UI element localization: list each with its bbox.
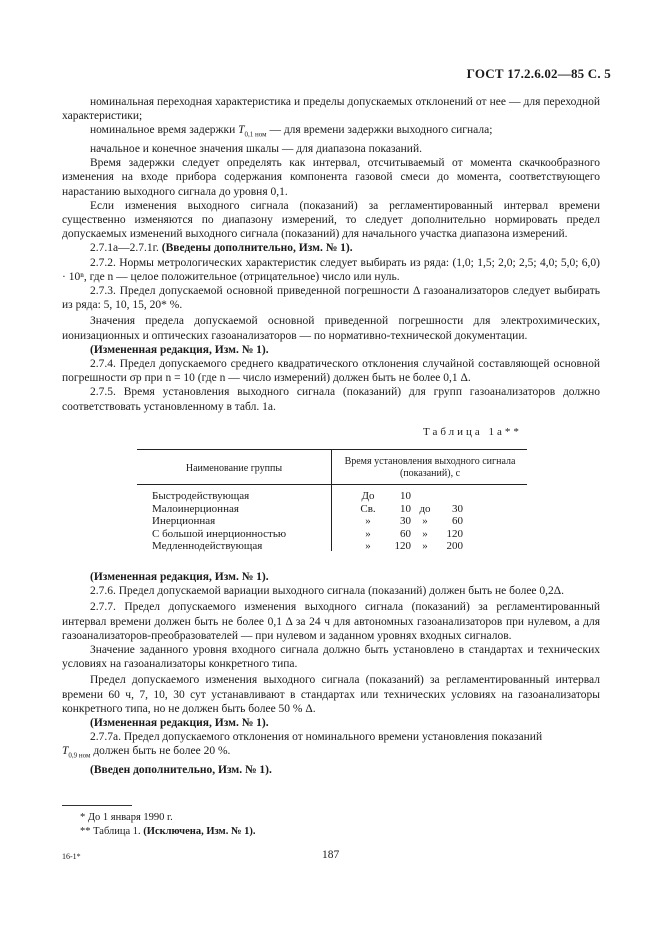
symbol-t: T	[238, 124, 245, 137]
symbol-sub: 0,9 ном	[68, 751, 91, 760]
table-row-value	[349, 528, 463, 541]
paragraph: 2.7.7. Предел допускаемого изменения выходного сигнала (показаний) за регламентированный интервал времени должен быть не более 0,1 Δ за 24 ч для автономных газоанализаторов при нулевом, а для газоанализаторов-преобразователей — при нулевом и заданном уровнях входных сигналов.	[62, 601, 600, 642]
table-row-value	[349, 540, 463, 553]
paragraph-settle	[62, 744, 600, 763]
footnote-bold: (Исключена, Изм. № 1).	[143, 826, 256, 837]
value-sep: »	[422, 540, 428, 553]
value-prefix: Св.	[360, 502, 376, 515]
value-from: 10	[400, 502, 411, 515]
table-row-value	[349, 490, 463, 503]
paragraph: 2.7.2. Нормы метрологических характеристик следует выбирать из ряда: (1,0; 1,5; 2,0; 2,5; 4,0; 5,0; 6,0) · 10ⁿ, где n — целое положительное (отрицательное) число или нуль.	[62, 256, 600, 283]
amend-note: (Измененная редакция, Изм. № 1).	[90, 717, 269, 730]
paragraph-delay	[62, 123, 600, 142]
paragraph: Значения предела допускаемой основной приведенной погрешности для электрохимических, ионизационных и оптических газоанализаторов — по нормативно-технической документации.	[62, 315, 600, 342]
value-prefix: »	[365, 540, 371, 553]
table-row-value	[349, 503, 463, 516]
value-to: 200	[446, 540, 463, 553]
value-prefix: »	[365, 515, 371, 528]
col1-header: Наименование группы	[185, 463, 283, 474]
table-cell-name: Малоинерционная	[152, 502, 239, 515]
paragraph: 2.7.6. Предел допускаемой вариации выходного сигнала (показаний) должен быть не более 0,2Δ.	[90, 585, 565, 598]
paragraph-amend	[62, 241, 600, 255]
paragraph: 2.7.4. Предел допускаемого среднего квадратического отклонения случайной составляющей основной погрешности σр при n = 10 (где n — число измерений) должен быть не более 0,1 Δ.	[62, 357, 600, 385]
paragraph: Значение заданного уровня входного сигнала должно быть установлено в стандартах и технических условиях на газоанализаторы конкретного типа.	[62, 644, 600, 671]
group-values	[349, 490, 463, 553]
paragraph: Время задержки следует определять как интервал, отсчитываемый от момента скачкообразного изменения на входе прибора содержания компонента газовой смеси до момента, соответствующего нарастанию выходного сигнала до уровня 0,1.	[62, 157, 600, 198]
footnote-text: ** Таблица 1.	[80, 826, 141, 837]
footnote	[80, 825, 256, 839]
value-prefix: »	[365, 527, 371, 540]
table-row-value	[349, 515, 463, 528]
paragraph: начальное и конечное значения шкалы — для диапазона показаний.	[90, 142, 422, 155]
main-text	[62, 95, 600, 414]
value-from: 30	[400, 515, 411, 528]
value-to: 120	[446, 527, 463, 540]
clause-ref: 2.7.1а—2.7.1г.	[90, 242, 159, 255]
table-caption: Таблица 1а**	[423, 426, 522, 438]
col2-header: Время установления выходного сигнала (показаний), с	[344, 456, 516, 479]
symbol-t: T	[62, 745, 69, 758]
amend-note: (Измененная редакция, Изм. № 1).	[90, 343, 269, 356]
value-from: 10	[400, 490, 411, 502]
print-mark: 16-1*	[62, 852, 81, 861]
amend-note: (Введен дополнительно, Изм. № 1).	[90, 763, 272, 776]
paragraph: номинальная переходная характеристика и пределы допускаемых отклонений от нее — для переходной характеристики;	[62, 96, 600, 123]
paragraph: Предел допускаемого изменения выходного сигнала (показаний) за регламентированный интервал времени 60 ч, 7, 10, 30 сут устанавливают в стандартах или технических условиях на газоанализаторы конкретного типа, но не должен быть более 50 % Δ.	[62, 674, 600, 715]
value-from: 60	[400, 527, 411, 540]
table-cell-name: С большой инерционностью	[152, 527, 287, 540]
page-number: 187	[322, 849, 340, 861]
paragraph: 2.7.7а. Предел допускаемого отклонения от номинального времени установления показаний	[90, 731, 543, 744]
footnote: * До 1 января 1990 г.	[80, 812, 173, 823]
value-from: 120	[394, 540, 411, 553]
paragraph: 2.7.3. Предел допускаемой основной приведенной погрешности Δ газоанализаторов следует выбирать из ряда: 5, 10, 15, 20* %.	[62, 284, 600, 312]
paragraph: Если изменения выходного сигнала (показаний) за регламентированный интервал времени существенно изменяются по диапазону измерений, то следует дополнительно нормировать предел допускаемых изменений выходного сигнала (показаний) для начального участка диапазона измерений.	[62, 199, 600, 241]
value-prefix: До	[361, 490, 375, 502]
document-header: ГОСТ 17.2.6.02—85 С. 5	[466, 66, 611, 81]
amend-note: (Введены дополнительно, Изм. № 1).	[161, 242, 353, 255]
value-to: 30	[452, 502, 463, 515]
table-cell-name: Медленнодействующая	[152, 540, 263, 553]
column-divider	[331, 450, 332, 551]
footnote-divider	[62, 805, 132, 806]
footnotes	[80, 811, 256, 839]
group-names	[152, 490, 286, 553]
paragraph: 2.7.5. Время установления выходного сигнала (показаний) для групп газоанализаторов должно соответствовать установленному в табл. 1а.	[62, 386, 600, 413]
paragraph-delay-rest: — для времени задержки выходного сигнала;	[266, 124, 493, 137]
value-sep: »	[422, 515, 428, 528]
table-cell-name: Инерционная	[152, 515, 216, 528]
value-sep: »	[422, 527, 428, 540]
symbol-sub: 0,1 ном	[244, 130, 267, 139]
value-sep: до	[419, 502, 431, 515]
settling-time-table	[137, 449, 527, 551]
table-cell-name: Быстродействующая	[152, 490, 250, 502]
paragraph-delay-lead: номинальное время задержки	[90, 124, 239, 137]
header-rule	[137, 484, 527, 485]
amend-note: (Измененная редакция, Изм. № 1).	[90, 571, 269, 583]
paragraph-settle-rest: должен быть не более 20 %.	[93, 745, 231, 758]
lower-text	[62, 570, 600, 777]
value-to: 60	[452, 515, 463, 528]
